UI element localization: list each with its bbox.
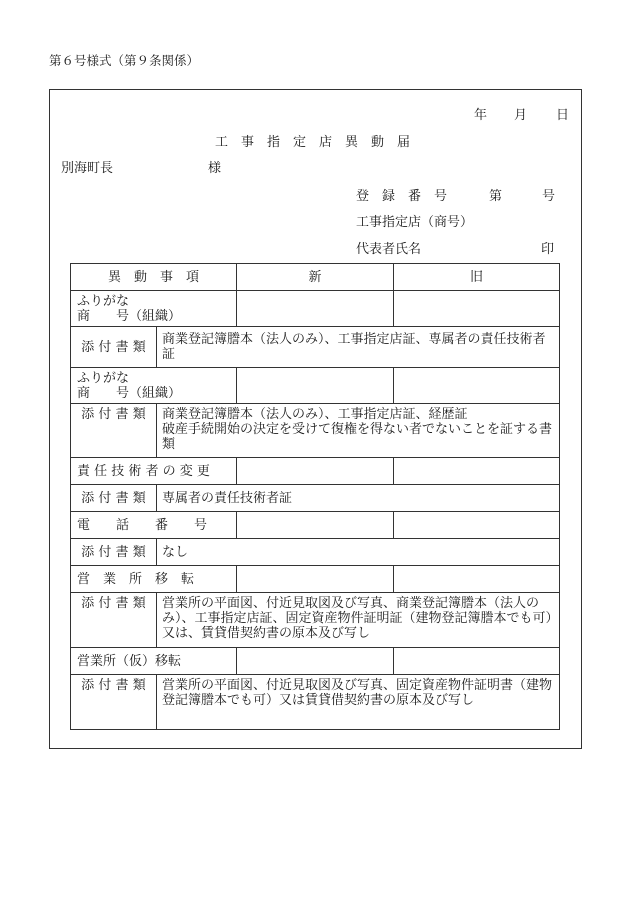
table-row [71,327,560,368]
addressee-name: 別海町長 [61,161,114,176]
furigana-label: ふりがな [77,370,130,386]
trade-name-old-cell[interactable] [394,291,560,327]
attachment-text [157,593,560,648]
furigana-label: ふりがな [77,293,130,309]
table-header-row [71,264,560,291]
dealer-name-label: 工事指定店（商号） [356,215,474,230]
phone-number-old-cell[interactable] [394,512,560,539]
attachment-label: 添 付 書 類 [71,593,157,648]
representative-name-label: 代表者氏名 [356,242,422,257]
seal-mark: 印 [541,242,555,257]
trade-name-label-cell [71,291,237,327]
table-row [71,291,560,327]
tech-change-label: 責 任 技 術 者 の 変 更 [71,458,237,485]
office-move-old-cell[interactable] [394,566,560,593]
phone-number-label: 電 話 番 号 [71,512,237,539]
trade-name-old-cell[interactable] [394,368,560,404]
tech-change-new-cell[interactable] [237,458,394,485]
table-row [71,566,560,593]
attachment-line: 商業登記簿謄本（法人のみ）、工事指定店証、経歴証 [162,407,468,422]
attachment-text: 専属者の責任技術者証 [157,485,560,512]
addressee-honorific: 様 [208,161,222,176]
date-month-label: 月 [514,108,528,123]
attachment-line: 営業所の平面図、付近見取図及び写真、商業登記簿謄本（法人のみ）、工事指定店証、固定資産物件証明証（建物登記簿謄本でも可） [162,596,559,626]
form-number-label: 第６号様式（第９条関係） [49,53,200,68]
table-row [71,512,560,539]
office-move-label: 営 業 所 移 転 [71,566,237,593]
table-row [71,593,560,648]
trade-name-new-cell[interactable] [237,368,394,404]
table-row [71,539,560,566]
trade-name-label: 商 号（組織） [77,385,182,401]
form-title: 工 事 指 定 店 異 動 届 [215,135,411,150]
attachment-label: 添 付 書 類 [71,485,157,512]
attachment-line: 破産手続開始の決定を受けて復権を得ない者でないことを証する書類 [162,422,553,452]
table-row [71,458,560,485]
change-items-table [70,263,560,730]
attachment-label: 添 付 書 類 [71,539,157,566]
attachment-label: 添 付 書 類 [71,404,157,458]
header-old: 旧 [394,264,560,291]
attachment-label: 添 付 書 類 [71,675,157,730]
header-new: 新 [237,264,394,291]
phone-number-new-cell[interactable] [237,512,394,539]
tech-change-old-cell[interactable] [394,458,560,485]
table-row [71,485,560,512]
registration-number-label: 登 録 番 号 [356,189,448,204]
attachment-line: 又は、賃貸借契約書の原本及び写し [162,626,371,641]
attachment-text: なし [157,539,560,566]
attachment-text: 営業所の平面図、付近見取図及び写真、固定資産物件証明書（建物登記簿謄本でも可）又は賃貸借契約書の原本及び写し [157,675,560,730]
table-row [71,368,560,404]
table-row [71,404,560,458]
header-change-item: 異 動 事 項 [71,264,237,291]
attachment-label: 添 付 書 類 [71,327,157,368]
temp-office-move-new-cell[interactable] [237,648,394,675]
trade-name-new-cell[interactable] [237,291,394,327]
table-row [71,648,560,675]
registration-number-prefix: 第 [489,189,503,204]
temp-office-move-old-cell[interactable] [394,648,560,675]
trade-name-label: 商 号（組織） [77,308,182,324]
trade-name-label-cell [71,368,237,404]
table-row [71,675,560,730]
date-day-label: 日 [556,108,570,123]
office-move-new-cell[interactable] [237,566,394,593]
registration-number-suffix: 号 [542,189,556,204]
temp-office-move-label: 営業所（仮）移転 [71,648,237,675]
date-year-label: 年 [474,108,488,123]
attachment-text: 商業登記簿謄本（法人のみ）、工事指定店証、専属者の責任技術者証 [157,327,560,368]
attachment-text [157,404,560,458]
